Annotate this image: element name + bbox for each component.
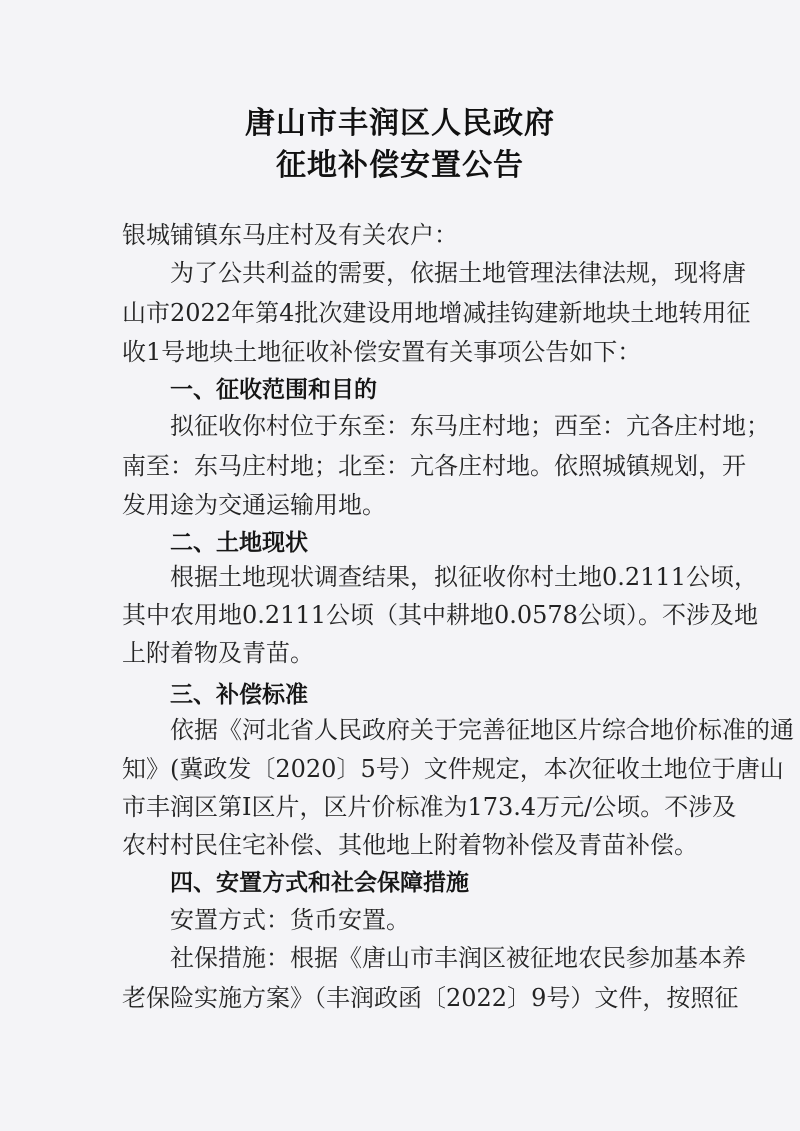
section3-line-1: 依据《河北省人民政府关于完善征地区片综合地价标准的通 bbox=[170, 716, 794, 744]
section1-line-2: 南至：东马庄村地；北至：亢各庄村地。依照城镇规划，开 bbox=[122, 452, 746, 480]
section3-line-3: 市丰润区第Ⅰ区片，区片价标准为173.4万元/公顷。不涉及 bbox=[122, 793, 737, 821]
section1-heading: 一、征收范围和目的 bbox=[170, 377, 377, 403]
intro-line-1: 为了公共利益的需要，依据土地管理法律法规，现将唐 bbox=[170, 259, 746, 287]
section4-line-2: 社保措施：根据《唐山市丰润区被征地农民参加基本养 bbox=[170, 944, 746, 972]
section2-heading: 二、土地现状 bbox=[170, 530, 308, 556]
section2-line-3: 上附着物及青苗。 bbox=[122, 639, 314, 667]
section4-heading: 四、安置方式和社会保障措施 bbox=[170, 870, 469, 896]
section3-line-2: 知》(冀政发〔2020〕5号）文件规定，本次征收土地位于唐山 bbox=[122, 755, 784, 783]
section4-line-1: 安置方式：货币安置。 bbox=[170, 906, 410, 934]
section1-line-1: 拟征收你村位于东至：东马庄村地；西至：亢各庄村地； bbox=[170, 412, 770, 440]
intro-line-3: 收1号地块土地征收补偿安置有关事项公告如下： bbox=[122, 338, 642, 366]
document-title-line1: 唐山市丰润区人民政府 bbox=[245, 106, 555, 141]
section3-line-4: 农村村民住宅补偿、其他地上附着物补偿及青苗补偿。 bbox=[122, 831, 698, 859]
section4-line-3: 老保险实施方案》（丰润政函〔2022〕9号）文件，按照征 bbox=[122, 984, 739, 1012]
section1-line-3: 发用途为交通运输用地。 bbox=[122, 491, 386, 519]
section2-line-2: 其中农用地0.2111公顷（其中耕地0.0578公顷）。不涉及地 bbox=[122, 601, 758, 629]
section2-line-1: 根据土地现状调查结果，拟征收你村土地0.2111公顷， bbox=[170, 563, 758, 591]
section3-heading: 三、补偿标准 bbox=[170, 682, 308, 708]
intro-line-2: 山市2022年第4批次建设用地增减挂钩建新地块土地转用征 bbox=[122, 299, 751, 327]
document-title-line2: 征地补偿安置公告 bbox=[276, 148, 524, 183]
addressee: 银城铺镇东马庄村及有关农户： bbox=[122, 221, 458, 249]
